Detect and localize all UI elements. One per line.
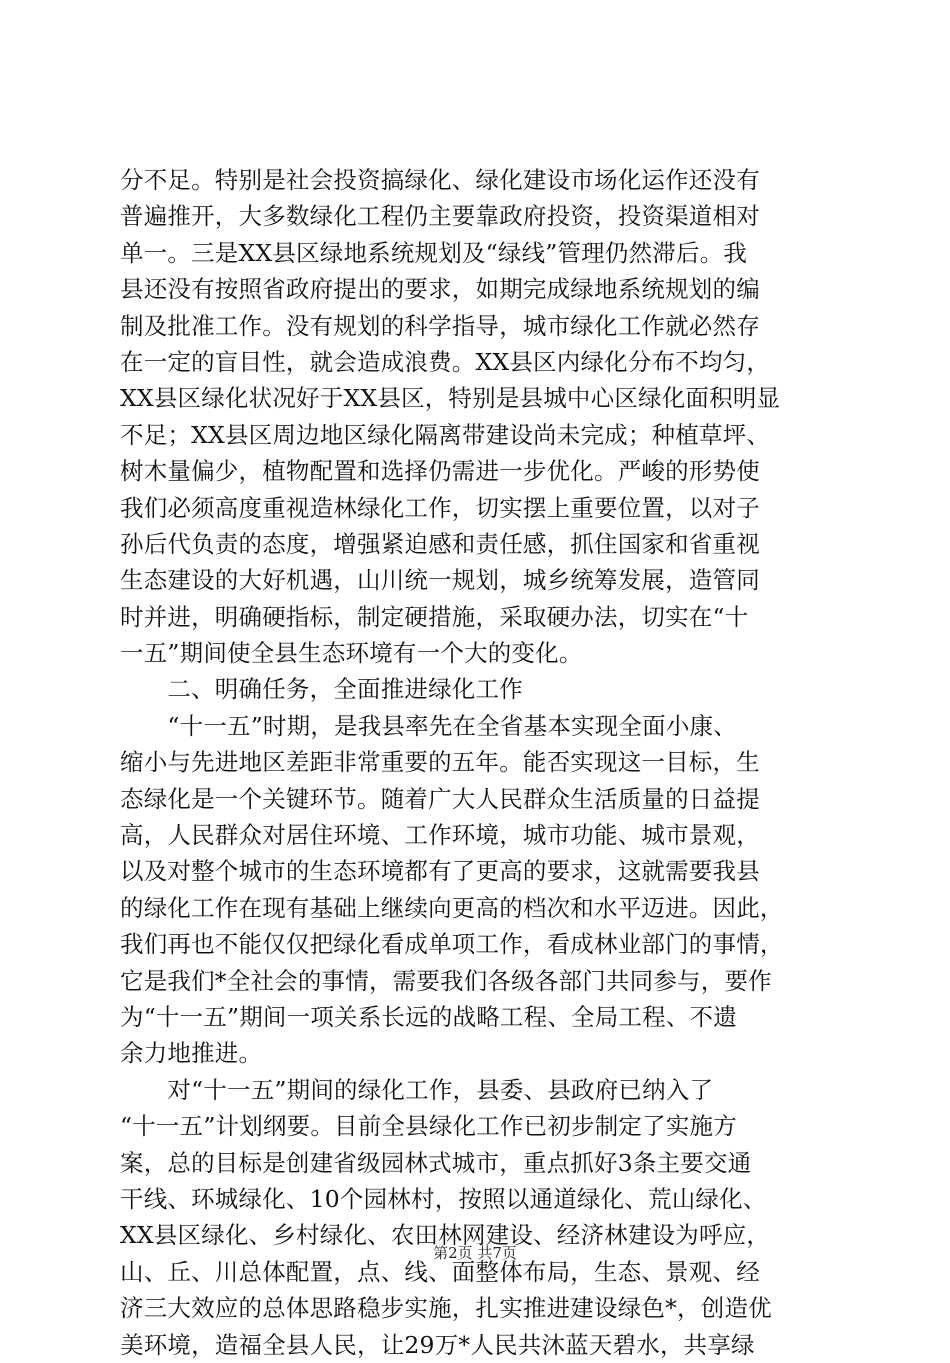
body-text bbox=[120, 162, 840, 1363]
page-footer: 第2页 共7页 bbox=[433, 1244, 517, 1262]
text-line: 美环境，造福全县人民，让29万*人民共沐蓝天碧水，共享绿 bbox=[120, 1330, 755, 1359]
text-line: 余力地推进。 bbox=[120, 1039, 263, 1068]
text-line: 一五”期间使全县生态环境有一个大的变化。 bbox=[120, 639, 583, 668]
text-line: 态绿化是一个关键环节。随着广大人民群众生活质量的日益提 bbox=[120, 784, 760, 813]
text-line: 我们必须高度重视造林绿化工作，切实摆上重要位置，以对子 bbox=[120, 493, 760, 522]
text-line: 济三大效应的总体思路稳步实施，扎实推进建设绿色*，创造优 bbox=[120, 1294, 772, 1323]
text-line: XX县区绿化状况好于XX县区，特别是县城中心区绿化面积明显 bbox=[120, 384, 781, 413]
text-line: 高，人民群众对居住环境、工作环境，城市功能、城市景观， bbox=[120, 821, 760, 850]
text-line: 普遍推开，大多数绿化工程仍主要靠政府投资，投资渠道相对 bbox=[120, 202, 760, 231]
text-line: 不足；XX县区周边地区绿化隔离带建设尚未完成；种植草坪、 bbox=[120, 420, 771, 449]
text-line: 分不足。特别是社会投资搞绿化、绿化建设市场化运作还没有 bbox=[120, 166, 760, 194]
text-line: 干线、环城绿化、10个园林村，按照以通道绿化、荒山绿化、 bbox=[120, 1184, 767, 1213]
text-line: “十一五”时期，是我县率先在全省基本实现全面小康、 bbox=[120, 711, 737, 740]
text-line: 生态建设的大好机遇，山川统一规划，城乡统筹发展，造管同 bbox=[120, 566, 760, 595]
text-line: 制及批准工作。没有规划的科学指导，城市绿化工作就必然存 bbox=[120, 311, 760, 340]
text-line: 对“十一五”期间的绿化工作，县委、县政府已纳入了 bbox=[120, 1075, 714, 1104]
text-line: 山、丘、川总体配置，点、线、面整体布局，生态、景观、经 bbox=[120, 1257, 760, 1286]
text-line: 我们再也不能仅仅把绿化看成单项工作，看成林业部门的事情， bbox=[120, 930, 784, 959]
text-line: 在一定的盲目性，就会造成浪费。XX县区内绿化分布不均匀， bbox=[120, 347, 771, 376]
text-line: 孙后代负责的态度，增强紧迫感和责任感，抓住国家和省重视 bbox=[120, 529, 760, 558]
text-line: XX县区绿化、乡村绿化、农田林网建设、经济林建设为呼应， bbox=[120, 1221, 771, 1250]
text-line: “十一五”计划纲要。目前全县绿化工作已初步制定了实施方 bbox=[120, 1112, 737, 1141]
text-line: 单一。三是XX县区绿地系统规划及“绿线”管理仍然滞后。我 bbox=[120, 238, 748, 267]
text-line: 缩小与先进地区差距非常重要的五年。能否实现这一目标，生 bbox=[120, 748, 760, 777]
text-line: 的绿化工作在现有基础上继续向更高的档次和水平迈进。因此， bbox=[120, 893, 784, 922]
text-line: 二、明确任务，全面推进绿化工作 bbox=[120, 675, 523, 704]
text-line: 县还没有按照省政府提出的要求，如期完成绿地系统规划的编 bbox=[120, 275, 760, 304]
text-line: 它是我们*全社会的事情，需要我们各级各部门共同参与，要作 bbox=[120, 966, 772, 995]
text-line: 案，总的目标是创建省级园林式城市，重点抓好3条主要交通 bbox=[120, 1148, 752, 1177]
text-line: 时并进，明确硬指标，制定硬措施，采取硬办法，切实在“十 bbox=[120, 602, 749, 631]
text-line: 为“十一五”期间一项关系长远的战略工程、全局工程、不遗 bbox=[120, 1002, 737, 1031]
text-line: 树木量偏少，植物配置和选择仍需进一步优化。严峻的形势使 bbox=[120, 457, 760, 486]
text-line: 以及对整个城市的生态环境都有了更高的要求，这就需要我县 bbox=[120, 857, 760, 886]
